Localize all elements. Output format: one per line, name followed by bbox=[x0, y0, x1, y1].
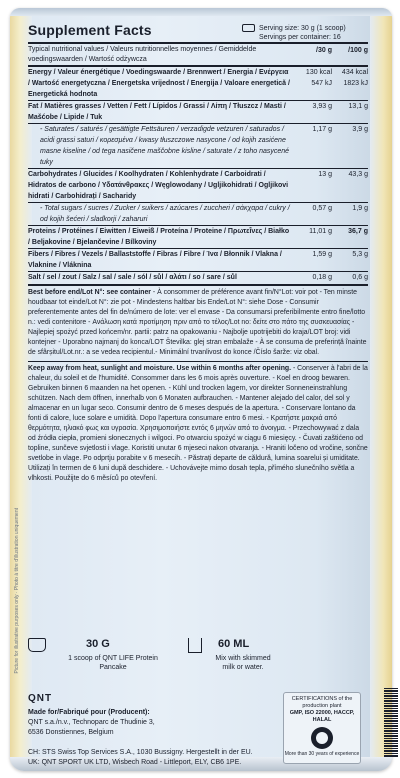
storage-body: - Conserver à l'abri de la chaleur, du soleil et de l'humidité. Consommer dans les 6 mois après ouverture. - Koel en droog bewaren. Gebruiken binnen 6 maanden na het openen. - Kühl und trocken lagern, vor direkter Sonneneinstrahlung schützen. Nach dem öffnen, innerhalb von 6 Monaten aufbrauchen. - Mantener alejado del calor, del sol y almacenar en un lugar seco. Consumir dentro de 6 meses después de la apertura. - Conservare lontano da fonti di calore, luce solare e umidità. Dopo l'apertura consumare entro 6 mesi. - Κρατήστε μακριά από θερμότητα, ηλιακό φως και υγρασία. Χρησιμοποιήστε εντός 6 μηνών από το άνοιγμα. - Przechowywać z dala od źródła ciepła, promieni słonecznych i wilgoci. Po otwarciu spożyć w ciągu 6 miesięcy. - Čuvati zaštićeno od topline, sunčeve svjetlosti i vlage. Koristiti unutar 6 mjeseci nakon otvaranja. - Hraniti ločeno od vročine, sončne svetlobe in vlage. Po odprtju porabite v 6 mesecih. - Păstrați departe de căldură, lumina soarelui și umiditate. Utilizați în termen de 6 luni după deschidere. - Uchovávejte mimo dosah tepla, přímého slunečního světla a vlhkosti. Použijte do 6 měsíců po otevření. bbox=[28, 365, 368, 482]
servings-per-container: Servings per container: 16 bbox=[259, 34, 341, 41]
scoop-icon bbox=[28, 638, 46, 652]
value-per-100g: 13,1 g bbox=[332, 101, 368, 124]
nutrition-row bbox=[28, 169, 368, 203]
nutrient-label: Proteins / Protéines / Eiwitten / Eiweiß / Proteína / Proteine / Πρωτεΐνες / Białko / Beljakovine / Bjelančevine / Bílkoviny bbox=[28, 226, 290, 249]
manufacturer-address bbox=[28, 708, 248, 738]
best-before-heading: Best before end/Lot N°: see container bbox=[28, 289, 151, 296]
distributor-info bbox=[28, 748, 368, 768]
scoop-description: 1 scoop of QNT LIFE Protein Pancake bbox=[68, 655, 158, 671]
nutrient-label: - Saturates / saturés / gesättigte Fettsäuren / verzadigde vetzuren / saturados / acidi grassi saturi / κορεσμένα / kwasy tłuszczowe nasycone / od kojih zasićene masne kiseline / od tega nasičene maščobne kisline / saturate / z toho nasycené tuky bbox=[28, 124, 290, 169]
liquid-amount: 60 ML bbox=[218, 638, 250, 650]
address-line: Made for/Fabriqué pour (Producent): bbox=[28, 709, 150, 716]
address-line: 6536 Donstiennes, Belgium bbox=[28, 729, 114, 736]
nutrient-label: Fibers / Fibres / Vezels / Ballaststoffe / Fibras / Fibre / Ίνα / Błonnik / Vlakna / Vlaknine / Vláknina bbox=[28, 249, 290, 272]
scoop-icon bbox=[242, 24, 255, 32]
nutrition-row bbox=[28, 124, 368, 169]
value-per-serving: 0,18 g bbox=[290, 272, 332, 284]
value-per-serving: 11,01 g bbox=[290, 226, 332, 249]
value-per-serving: 0,57 g bbox=[290, 203, 332, 226]
serving-info bbox=[242, 24, 368, 42]
right-label-strip bbox=[370, 16, 392, 757]
value-per-serving: 3,93 g bbox=[290, 101, 332, 124]
divider bbox=[28, 284, 368, 286]
divider bbox=[28, 361, 368, 362]
value-per-100g: 43,3 g bbox=[332, 169, 368, 203]
liquid-description: Mix with skimmed milk or water. bbox=[215, 655, 271, 671]
nutrition-row bbox=[28, 249, 368, 272]
experience-badge-icon bbox=[311, 727, 333, 749]
value-per-100g: 3,9 g bbox=[332, 124, 368, 169]
value-per-serving: 1,59 g bbox=[290, 249, 332, 272]
nutrition-row bbox=[28, 272, 368, 284]
value-per-serving: 1,17 g bbox=[290, 124, 332, 169]
nutrient-label: Fat / Matières grasses / Vetten / Fett / Lípidos / Grassi / Λίπη / Tłuszcz / Masti / Mašćobe / Lipide / Tuk bbox=[28, 101, 290, 124]
col-header-serving: /30 g bbox=[316, 47, 332, 54]
serving-size: Serving size: 30 g (1 scoop) bbox=[259, 25, 346, 32]
nutrient-label: - Total sugars / sucres / Zucker / suikers / azúcares / zuccheri / σάκχαρα / cukry / od kojih šećeri / sladkorji / zaharuri bbox=[28, 203, 290, 226]
brand-logo: QNT bbox=[28, 693, 53, 704]
nutrition-label bbox=[28, 22, 368, 484]
nutrition-row bbox=[28, 66, 368, 101]
serving-instructions bbox=[28, 638, 368, 688]
nutrient-label: Salt / sel / zout / Salz / sal / sale / sól / sůl / αλάτι / so / sare / sůl bbox=[28, 272, 290, 284]
divider bbox=[28, 42, 368, 44]
best-before-body: - À consommer de préférence avant fin/N°Lot: voir pot - Ten minste houdbaar tot einde/Lot N°: zie pot - Mindestens haltbar bis Ende/Lot N°: siehe Dose - Consumir preferentemente antes del fin de/número de lote: ver el envase - Da consumarsi preferibilmente entro fine/lotto n.: vedi contenitore - Ανάλωση κατά προτίμηση πριν από το τέλος/Lot no: δείτε στο πάτο της συσκευασίας - Najlepiej spożyć przed końcem/nr. partii: patrz na opakowaniu - Najbolje upotrijebiti do kraja/LOT broj: vidi kontejner - Uporabno najmanj do konca/LOT Številka: glej stran embalaže - À se consuma de preferință înainte de sfârșitul/Lot.nr.: a se vedea recipientul.- Minimální trvanlivost do konce /Číslo šarže: viz obal. bbox=[28, 289, 367, 356]
badge-text: More than 30 years of experience bbox=[284, 751, 360, 757]
distributor-line: CH: STS Swiss Top Services S.A., 1030 Bussigny. Hergestellt in der EU. bbox=[28, 749, 253, 756]
nutrition-row bbox=[28, 226, 368, 249]
nutrient-label: Energy / Valeur énergétique / Voedingswaarde / Brennwert / Energia / Ενέργεια / Wartość energetyczna / Energetska vrijednost / Energija / Valoare energetică / Energetická hodnota bbox=[28, 66, 290, 101]
side-disclaimer: Picture for illustrative purposes only · Photo à titre d'illustration uniquement bbox=[14, 508, 20, 674]
distributor-line: UK: QNT SPORT UK LTD, Wisbech Road - Littleport, ELY, CB6 1PE. bbox=[28, 759, 242, 766]
storage-text bbox=[28, 364, 368, 484]
nutrition-row bbox=[28, 203, 368, 226]
value-per-serving: 130 kcal 547 kJ bbox=[290, 66, 332, 101]
nutrient-label: Carbohydrates / Glucides / Koolhydraten / Kohlenhydrate / Carboidrati / Hidratos de carbono / Υδατάνθρακες / Węglowodany / Ugljikohidrati / Ogljikovi hidrati / Carbohidrați / Sacharidy bbox=[28, 169, 290, 203]
value-per-100g: 5,3 g bbox=[332, 249, 368, 272]
glass-icon bbox=[188, 638, 202, 653]
address-line: QNT s.a./n.v., Technoparc de Thudinie 3, bbox=[28, 719, 155, 726]
nutrition-row bbox=[28, 101, 368, 124]
storage-heading: Keep away from heat, sunlight and moisture. Use within 6 months after opening. bbox=[28, 365, 292, 372]
value-per-100g: 0,6 g bbox=[332, 272, 368, 284]
value-per-100g: 434 kcal 1823 kJ bbox=[332, 66, 368, 101]
table-intro: Typical nutritional values / Valeurs nutritionnelles moyennes / Gemiddelde voedingswaarden / Wartość odżywcza bbox=[28, 46, 257, 63]
value-per-100g: 1,9 g bbox=[332, 203, 368, 226]
nutrition-table bbox=[28, 45, 368, 283]
cert-standards: GMP, ISO 22000, HACCP, HALAL bbox=[289, 710, 355, 723]
container-top-rim bbox=[10, 8, 392, 16]
scoop-amount: 30 G bbox=[86, 638, 110, 650]
cert-title: CERTIFICATIONS of the production plant bbox=[291, 696, 353, 709]
value-per-100g: 36,7 g bbox=[332, 226, 368, 249]
label-title: Supplement Facts bbox=[28, 22, 152, 38]
best-before-text bbox=[28, 288, 368, 358]
barcode bbox=[384, 688, 398, 758]
value-per-serving: 13 g bbox=[290, 169, 332, 203]
col-header-100g: /100 g bbox=[348, 47, 368, 54]
